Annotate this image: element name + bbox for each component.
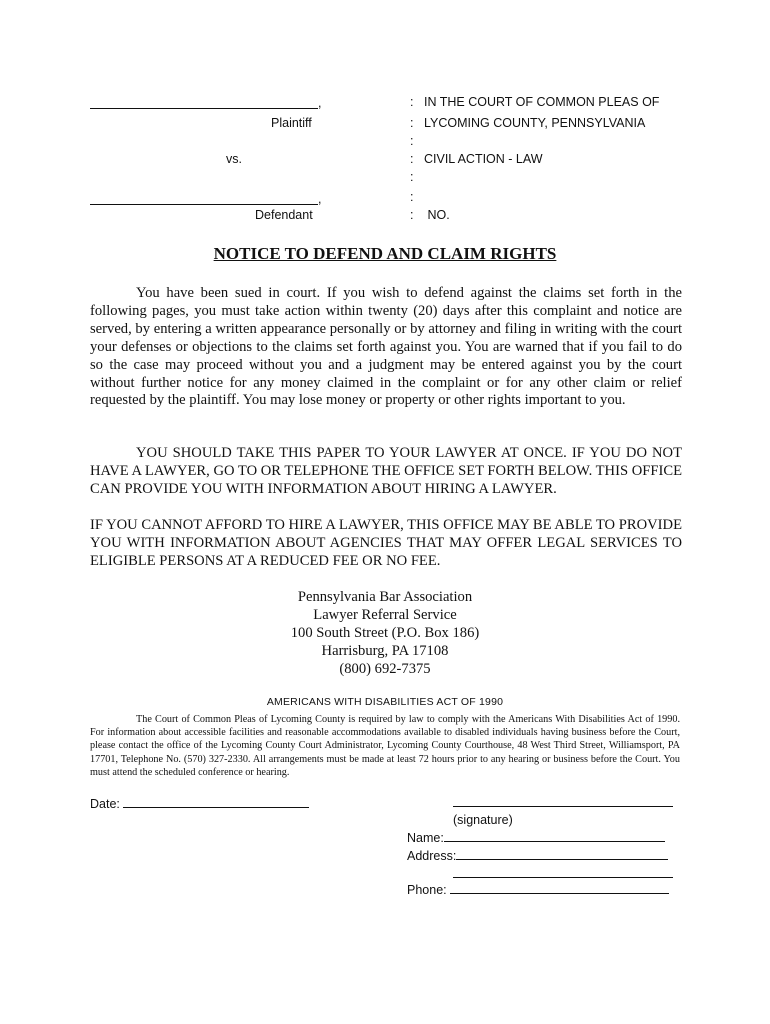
versus-label: vs. [226,152,242,166]
date-label: Date: [90,797,120,811]
court-line-6: : [410,190,414,204]
name-row [407,829,665,845]
court-line-1: : IN THE COURT OF COMMON PLEAS OF [410,95,660,109]
name-label: Name: [407,831,444,845]
notice-paragraph-3: IF YOU CANNOT AFFORD TO HIRE A LAWYER, THIS OFFICE MAY BE ABLE TO PROVIDE YOU WITH INFORMATION ABOUT AGENCIES THAT MAY OFFER LEGAL SERVICES TO ELIGIBLE PERSONS AT A REDUCED FEE OR NO FEE. [90,517,682,569]
address-field[interactable] [456,847,668,860]
notice-paragraph-2: YOU SHOULD TAKE THIS PAPER TO YOUR LAWYER AT ONCE. IF YOU DO NOT HAVE A LAWYER, GO TO OR TELEPHONE THE OFFICE SET FORTH BELOW. THIS OFFICE CAN PROVIDE YOU WITH INFORMATION ABOUT HIRING A LAWYER. [90,445,682,497]
address-row [407,847,668,863]
defendant-label: Defendant [255,208,313,222]
court-line-5: : [410,170,414,184]
court-line-3: : [410,134,414,148]
office-city: Harrisburg, PA 17108 [321,642,449,659]
date-field[interactable] [123,795,309,808]
phone-row [407,881,669,897]
address-line-2[interactable] [453,877,673,878]
defendant-comma: , [318,192,322,206]
court-case-number: : NO. [410,208,450,222]
plaintiff-label: Plaintiff [271,116,312,130]
office-address [0,589,770,679]
defendant-name-line[interactable] [90,204,318,205]
office-phone: (800) 692-7375 [339,660,431,677]
plaintiff-comma: , [318,96,322,110]
ada-text: The Court of Common Pleas of Lycoming County is required by law to comply with the Americans With Disabilities Act of 1990. For information about accessible facilities and reasonable accommodations available to disabled individuals having business before the Court, please contact the office of the Lycoming County Court Administrator, Lycoming County Courthouse, 48 West Third Street, Williamsport, PA 17701, Telephone No. (570) 327-2330. All arrangements must be made at least 72 hours prior to any hearing or business before the Court. You must attend the scheduled conference or hearing. [90,714,680,778]
name-field[interactable] [444,829,665,842]
signature-line[interactable] [453,806,673,807]
phone-label: Phone: [407,883,447,897]
address-label: Address: [407,849,457,863]
date-row [90,795,309,811]
office-service: Lawyer Referral Service [313,606,457,623]
signature-label: (signature) [453,813,513,827]
office-street: 100 South Street (P.O. Box 186) [290,624,480,641]
phone-field[interactable] [450,881,669,894]
notice-title: NOTICE TO DEFEND AND CLAIM RIGHTS [213,244,557,263]
court-line-2: : LYCOMING COUNTY, PENNSYLVANIA [410,116,646,130]
notice-paragraph-1: You have been sued in court. If you wish to defend against the claims set forth in the following pages, you must take action within twenty (20) days after this complaint and notice are served, by entering a written appearance personally or by attorney and filing in writing with the court your defenses or objections to the claims set forth against you. You are warned that if you fail to do so the case may proceed without you and a judgment may be entered against you by the court without further notice for any money claimed in the complaint or for any other claim or relief requested by the plaintiff. You may lose money or property or other rights important to you. [90,285,682,409]
ada-title: AMERICANS WITH DISABILITIES ACT OF 1990 [266,696,504,708]
office-name: Pennsylvania Bar Association [297,589,473,605]
plaintiff-name-line[interactable] [90,108,318,109]
court-line-4: : CIVIL ACTION - LAW [410,152,543,166]
